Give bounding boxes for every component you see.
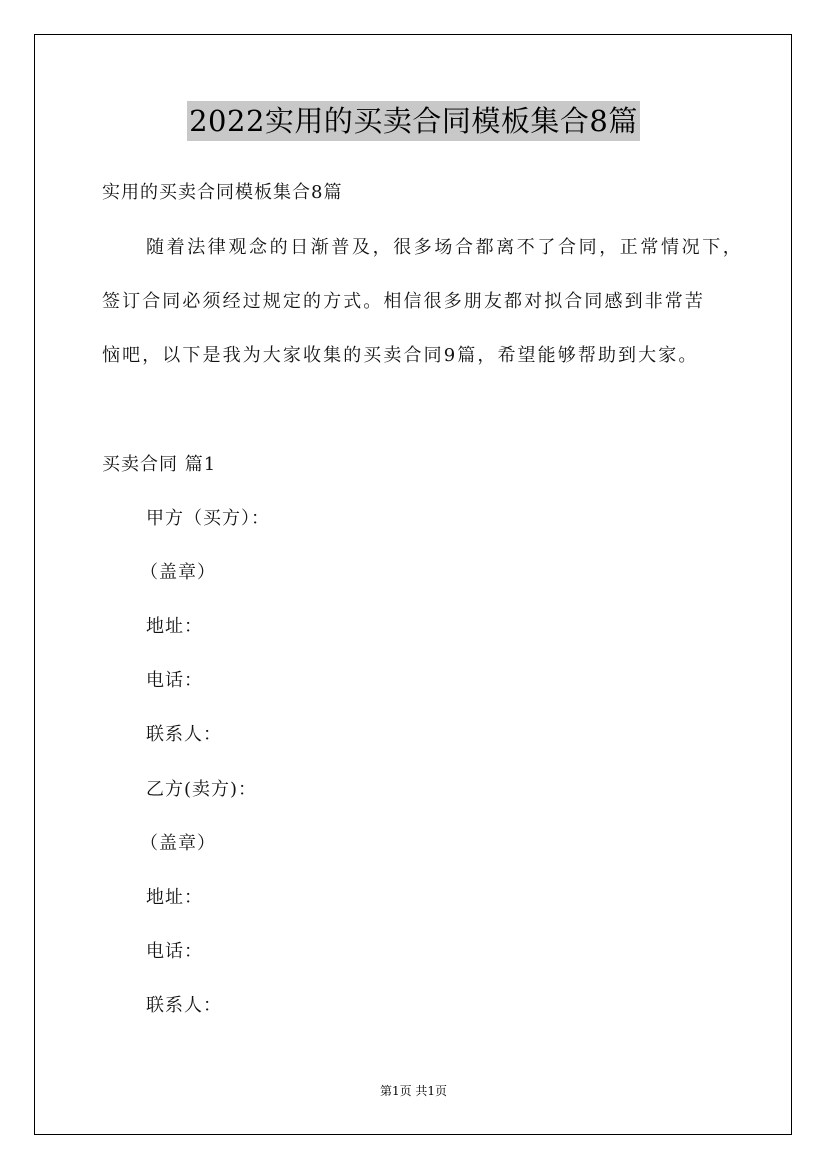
intro-line-3: 恼吧，以下是我为大家收集的买卖合同9篇，希望能够帮助到大家。 — [102, 345, 699, 366]
document-title: 2022实用的买卖合同模板集合8篇 — [187, 101, 640, 141]
section-heading: 买卖合同 篇1 — [102, 454, 217, 475]
buyer-party-field: 甲方（买方）： — [146, 508, 270, 529]
seller-contact-field: 联系人： — [146, 995, 222, 1016]
buyer-contact-field: 联系人： — [146, 724, 222, 745]
intro-line-1: 随着法律观念的日渐普及，很多场合都离不了合同，正常情况下， — [146, 237, 744, 258]
intro-line-2: 签订合同必须经过规定的方式。相信很多朋友都对拟合同感到非常苦 — [102, 291, 705, 312]
document-subtitle: 实用的买卖合同模板集合8篇 — [102, 182, 343, 203]
page-footer: 第1页 共1页 — [379, 1084, 448, 1098]
title-container — [0, 101, 827, 141]
seller-phone-field: 电话： — [146, 941, 203, 962]
seller-address-field: 地址： — [146, 887, 203, 908]
seller-seal-field: （盖章） — [140, 833, 216, 854]
seller-party-field: 乙方(卖方)： — [146, 779, 258, 800]
buyer-address-field: 地址： — [146, 616, 203, 637]
buyer-seal-field: （盖章） — [140, 562, 216, 583]
buyer-phone-field: 电话： — [146, 670, 203, 691]
